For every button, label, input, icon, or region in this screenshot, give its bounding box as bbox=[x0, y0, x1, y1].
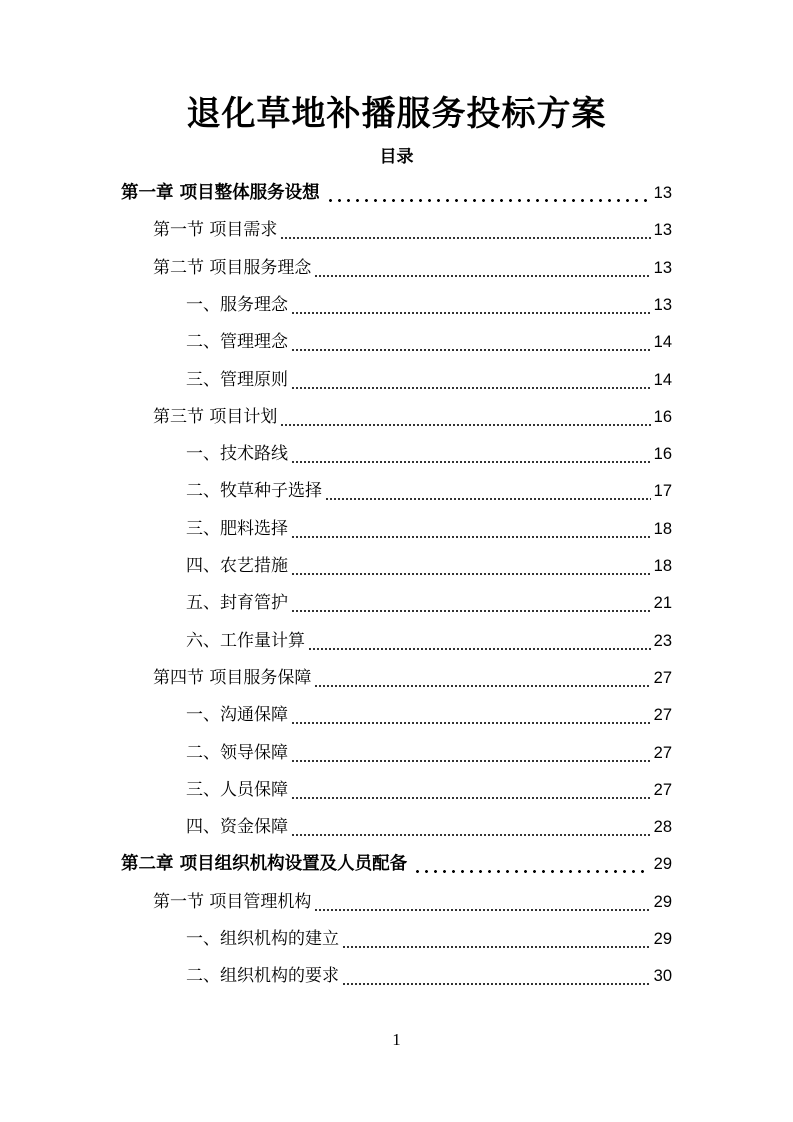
toc-entry[interactable] bbox=[186, 623, 672, 660]
toc-dot-leader bbox=[291, 324, 651, 361]
toc-dot-leader bbox=[291, 735, 651, 772]
toc-entry-page: 16 bbox=[653, 408, 672, 426]
toc-dot-leader bbox=[308, 623, 651, 660]
toc-entry-page: 28 bbox=[653, 818, 672, 836]
toc-dot-leader bbox=[413, 846, 648, 883]
toc-entry[interactable] bbox=[153, 250, 672, 287]
toc-entry[interactable] bbox=[121, 175, 672, 212]
toc-dot-leader bbox=[291, 436, 651, 473]
toc-entry-page: 17 bbox=[653, 482, 672, 500]
toc-entry-page: 21 bbox=[653, 594, 672, 612]
document-title: 退化草地补播服务投标方案 bbox=[186, 94, 607, 134]
toc-entry-page: 29 bbox=[653, 855, 672, 873]
toc-entry-label: 二、领导保障 bbox=[186, 743, 288, 763]
toc-entry-label: 一、组织机构的建立 bbox=[186, 929, 339, 949]
toc-entry-page: 27 bbox=[653, 781, 672, 799]
toc-entry-label: 第二章 项目组织机构设置及人员配备 bbox=[121, 854, 408, 874]
toc-entry-label: 二、牧草种子选择 bbox=[186, 481, 322, 501]
toc-entry-page: 14 bbox=[653, 371, 672, 389]
toc-entry-label: 第二节 项目服务理念 bbox=[153, 258, 312, 278]
toc-entry-label: 一、技术路线 bbox=[186, 444, 288, 464]
toc-entry-label: 四、资金保障 bbox=[186, 817, 288, 837]
toc-entry[interactable] bbox=[186, 473, 672, 510]
toc-dot-leader bbox=[314, 884, 650, 921]
toc-dot-leader bbox=[342, 958, 651, 995]
toc-entry[interactable] bbox=[186, 511, 672, 548]
toc-entry-page: 29 bbox=[653, 893, 672, 911]
toc-entry-label: 五、封育管护 bbox=[186, 593, 288, 613]
toc-entry[interactable] bbox=[186, 436, 672, 473]
toc-entry[interactable] bbox=[186, 735, 672, 772]
toc-entry-label: 六、工作量计算 bbox=[186, 631, 305, 651]
toc-entry-page: 18 bbox=[653, 520, 672, 538]
toc-entry[interactable] bbox=[153, 399, 672, 436]
toc-entry-label: 第一章 项目整体服务设想 bbox=[121, 183, 320, 203]
toc-dot-leader bbox=[342, 921, 651, 958]
toc-dot-leader bbox=[291, 362, 651, 399]
toc-entry-label: 二、组织机构的要求 bbox=[186, 966, 339, 986]
toc-entry-page: 18 bbox=[653, 557, 672, 575]
toc-dot-leader bbox=[291, 772, 651, 809]
page-number: 1 bbox=[392, 1030, 401, 1049]
toc-entry-page: 13 bbox=[653, 184, 672, 202]
toc-dot-leader bbox=[314, 660, 650, 697]
toc-entry-label: 第一节 项目需求 bbox=[153, 220, 278, 240]
toc-entry-label: 四、农艺措施 bbox=[186, 556, 288, 576]
toc-entry-page: 13 bbox=[653, 296, 672, 314]
toc-entry[interactable] bbox=[186, 287, 672, 324]
toc-entry[interactable] bbox=[153, 884, 672, 921]
toc-entry-label: 三、肥料选择 bbox=[186, 519, 288, 539]
toc-entry[interactable] bbox=[186, 809, 672, 846]
toc-entry-label: 一、沟通保障 bbox=[186, 705, 288, 725]
toc-entry-page: 23 bbox=[653, 632, 672, 650]
toc-entry-label: 第一节 项目管理机构 bbox=[153, 892, 312, 912]
toc-heading: 目录 bbox=[379, 147, 414, 167]
toc-entry-page: 13 bbox=[653, 221, 672, 239]
toc-entry-page: 14 bbox=[653, 333, 672, 351]
toc-entry[interactable] bbox=[186, 697, 672, 734]
toc-entry-label: 第四节 项目服务保障 bbox=[153, 668, 312, 688]
toc-dot-leader bbox=[280, 212, 650, 249]
toc-entry-page: 29 bbox=[653, 930, 672, 948]
toc-entry[interactable] bbox=[186, 585, 672, 622]
toc-dot-leader bbox=[314, 250, 650, 287]
toc-entry[interactable] bbox=[186, 958, 672, 995]
toc-dot-leader bbox=[291, 511, 651, 548]
toc-dot-leader bbox=[291, 585, 651, 622]
toc-entry[interactable] bbox=[186, 362, 672, 399]
toc-entry-page: 27 bbox=[653, 706, 672, 724]
toc-entry-page: 27 bbox=[653, 744, 672, 762]
toc-entry-label: 三、管理原则 bbox=[186, 370, 288, 390]
toc-dot-leader bbox=[291, 548, 651, 585]
toc-dot-leader bbox=[291, 697, 651, 734]
toc-dot-leader bbox=[291, 809, 651, 846]
toc-entry[interactable] bbox=[186, 324, 672, 361]
toc-entry[interactable] bbox=[153, 212, 672, 249]
toc-entry[interactable] bbox=[186, 548, 672, 585]
toc-entry[interactable] bbox=[186, 772, 672, 809]
toc-entry[interactable] bbox=[153, 660, 672, 697]
toc-dot-leader bbox=[280, 399, 650, 436]
toc-dot-leader bbox=[326, 175, 648, 212]
toc-entry-label: 三、人员保障 bbox=[186, 780, 288, 800]
toc-entry-label: 第三节 项目计划 bbox=[153, 407, 278, 427]
toc-entry-page: 16 bbox=[653, 445, 672, 463]
toc-entry-label: 二、管理理念 bbox=[186, 332, 288, 352]
toc-entry-label: 一、服务理念 bbox=[186, 295, 288, 315]
toc-dot-leader bbox=[291, 287, 651, 324]
toc-dot-leader bbox=[325, 473, 651, 510]
toc-entry-page: 13 bbox=[653, 259, 672, 277]
toc-entry[interactable] bbox=[186, 921, 672, 958]
toc-entry-page: 27 bbox=[653, 669, 672, 687]
toc-entry[interactable] bbox=[121, 846, 672, 883]
toc-entry-page: 30 bbox=[653, 967, 672, 985]
